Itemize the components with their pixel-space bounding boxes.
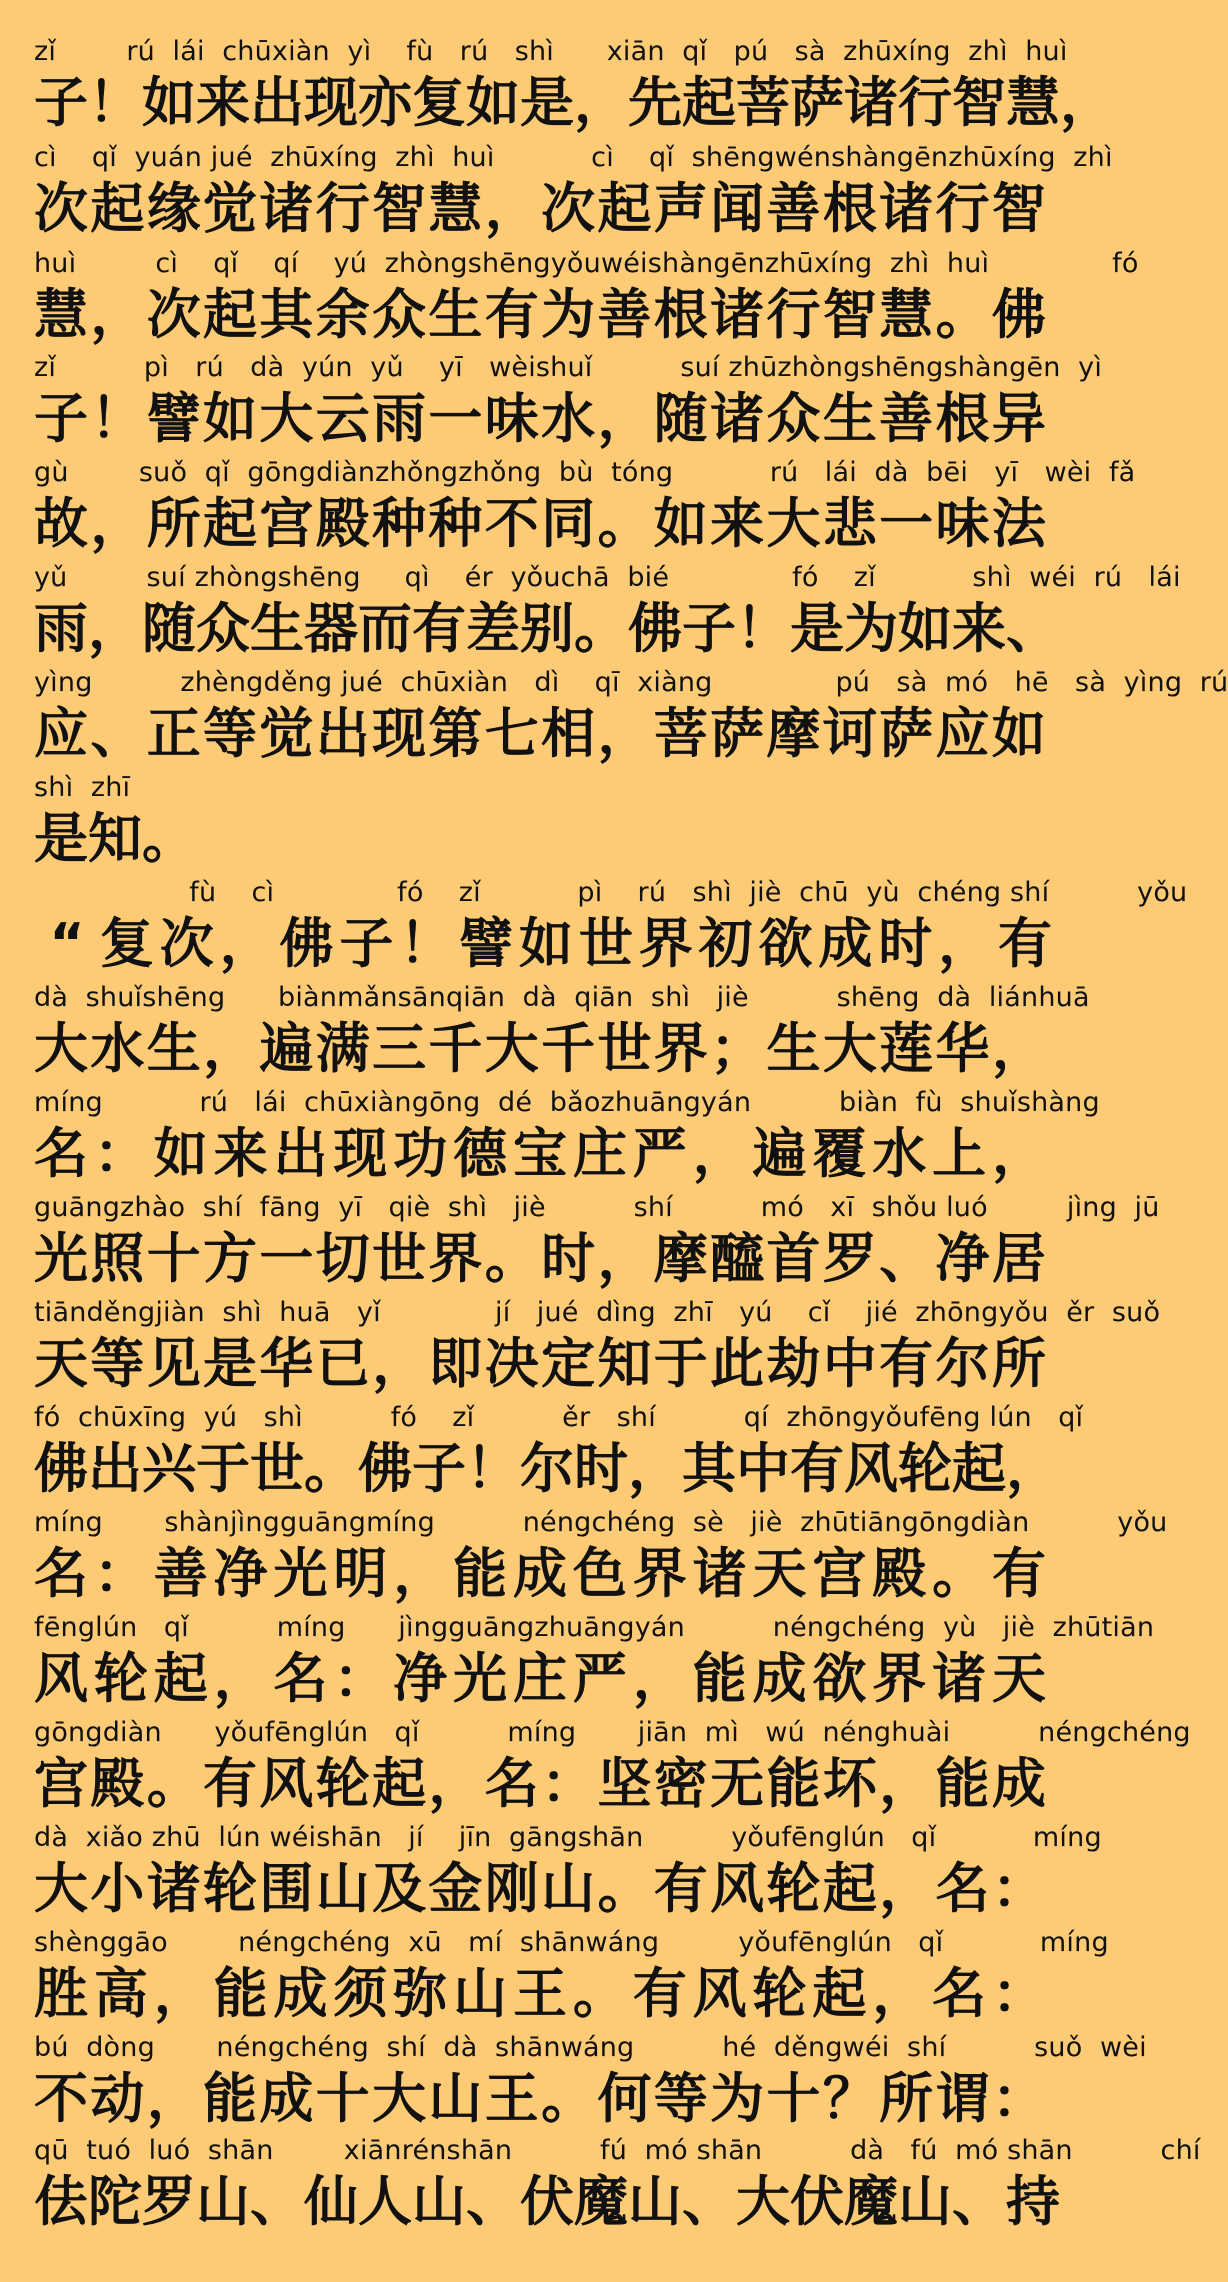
- chinese-text: 故 ， 所 起 宫 殿 种 种 不 同 。 如 来 大 悲 一 味 法: [34, 492, 1046, 555]
- text-line: [34, 1610, 1155, 1715]
- chinese-text: 佛 出 兴 于 世 。 佛 子 ！ 尔 时 ， 其 中 有 风 轮 起 ，: [34, 1437, 1060, 1500]
- text-line: [34, 140, 1113, 245]
- chinese-text: 天 等 见 是 华 已 ， 即 决 定 知 于 此 劫 中 有 尔 所: [34, 1332, 1046, 1395]
- pinyin-annotation: shì zhī: [34, 772, 131, 803]
- text-line: [34, 1505, 1168, 1610]
- pinyin-annotation: qū tuó luó shān xiānrénshān fú mó shān dà fú mó shān chí: [34, 2135, 1201, 2166]
- text-line: [34, 1715, 1191, 1820]
- chinese-text: 应 、 正 等 觉 出 现 第 七 相 ， 菩 萨 摩 诃 萨 应 如: [34, 702, 1046, 765]
- chinese-text: 风 轮 起 ， 名 ： 净 光 庄 严 ， 能 成 欲 界 诸 天: [34, 1647, 1046, 1710]
- text-line: [34, 1925, 1109, 2030]
- text-line: [34, 665, 1228, 770]
- pinyin-annotation: fēnglún qǐ míng jìngguāngzhuāngyán néngchéng yù jiè zhūtiān: [34, 1612, 1155, 1643]
- text-line: [34, 2030, 1147, 2135]
- chinese-text: 宫 殿 。 有 风 轮 起 ， 名 ： 坚 密 无 能 坏 ， 能 成: [34, 1752, 1046, 1815]
- pinyin-annotation: yìng zhèngděng jué chūxiàn dì qī xiàng pú sà mó hē sà yìng rú: [34, 667, 1228, 698]
- text-line: [34, 455, 1136, 560]
- text-line: [34, 246, 1139, 351]
- pinyin-annotation: gù suǒ qǐ gōngdiànzhǒngzhǒng bù tóng rú lái dà bēi yī wèi fǎ: [34, 457, 1136, 488]
- text-line: [34, 770, 1046, 875]
- pinyin-annotation: huì cì qǐ qí yú zhòngshēngyǒuwéishàngēnzhūxíng zhì huì fó: [34, 248, 1139, 279]
- chinese-text: “ 复 次 ， 佛 子 ！ 譬 如 世 界 初 欲 成 时 ， 有: [49, 912, 1052, 975]
- chinese-text: 大 水 生 ， 遍 满 三 千 大 千 世 界 ； 生 大 莲 华 ，: [34, 1017, 1046, 1080]
- chinese-text: 佉 陀 罗 山 、 仙 人 山 、 伏 魔 山 、 大 伏 魔 山 、 持: [34, 2170, 1060, 2233]
- pinyin-annotation: tiānděngjiàn shì huā yǐ jí jué dìng zhī yú cǐ jié zhōngyǒu ěr suǒ: [34, 1297, 1161, 1328]
- pinyin-annotation: zǐ pì rú dà yún yǔ yī wèishuǐ suí zhūzhòngshēngshàngēn yì: [34, 352, 1103, 383]
- text-line: [34, 34, 1114, 139]
- pinyin-annotation: gōngdiàn yǒufēnglún qǐ míng jiān mì wú nénghuài néngchéng: [34, 1717, 1191, 1748]
- text-line: [34, 2133, 1201, 2238]
- text-line: [40, 875, 1188, 980]
- chinese-text: 次 起 缘 觉 诸 行 智 慧 ， 次 起 声 闻 善 根 诸 行 智: [34, 177, 1046, 240]
- text-line: [34, 350, 1103, 455]
- pinyin-annotation: dà xiǎo zhū lún wéishān jí jīn gāngshān yǒufēnglún qǐ míng: [34, 1822, 1102, 1853]
- pinyin-annotation: cì qǐ yuán jué zhūxíng zhì huì cì qǐ shēngwénshàngēnzhūxíng zhì: [34, 142, 1113, 173]
- text-line: [34, 1820, 1102, 1925]
- chinese-text: 是 知 。: [34, 807, 196, 870]
- chinese-text: 子 ！ 如 来 出 现 亦 复 如 是 ， 先 起 菩 萨 诸 行 智 慧 ，: [34, 71, 1114, 134]
- chinese-text: 子 ！ 譬 如 大 云 雨 一 味 水 ， 随 诸 众 生 善 根 异: [34, 387, 1046, 450]
- chinese-text: 名 ： 善 净 光 明 ， 能 成 色 界 诸 天 宫 殿 。 有: [34, 1542, 1046, 1605]
- text-line: [34, 1295, 1161, 1400]
- text-line: [34, 980, 1090, 1085]
- chinese-text: 不 动 ， 能 成 十 大 山 王 。 何 等 为 十 ？ 所 谓 ：: [34, 2067, 1046, 2130]
- pinyin-annotation: guāngzhào shí fāng yī qiè shì jiè shí mó xī shǒu luó jìng jū: [34, 1192, 1160, 1223]
- text-line: [34, 1190, 1160, 1295]
- pinyin-annotation: shènggāo néngchéng xū mí shānwáng yǒufēnglún qǐ míng: [34, 1927, 1109, 1958]
- pinyin-annotation: míng shànjìngguāngmíng néngchéng sè jiè zhūtiāngōngdiàn yǒu: [34, 1507, 1168, 1538]
- pinyin-annotation: dà shuǐshēng biànmǎnsānqiān dà qiān shì jiè shēng dà liánhuā: [34, 982, 1090, 1013]
- text-line: [34, 1085, 1100, 1190]
- pinyin-annotation: fó chūxīng yú shì fó zǐ ěr shí qí zhōngyǒufēng lún qǐ: [34, 1402, 1084, 1433]
- pinyin-annotation: zǐ rú lái chūxiàn yì fù rú shì xiān qǐ pú sà zhūxíng zhì huì: [34, 36, 1068, 67]
- chinese-text: 光 照 十 方 一 切 世 界 。 时 ， 摩 醯 首 罗 、 净 居: [34, 1227, 1046, 1290]
- chinese-text: 胜 高 ， 能 成 须 弥 山 王 。 有 风 轮 起 ， 名 ：: [34, 1962, 1046, 2025]
- text-line: [34, 1400, 1084, 1505]
- chinese-text: 大 小 诸 轮 围 山 及 金 刚 山 。 有 风 轮 起 ， 名 ：: [34, 1857, 1046, 1920]
- pinyin-annotation: bú dòng néngchéng shí dà shānwáng hé děngwéi shí suǒ wèi: [34, 2032, 1147, 2063]
- pinyin-annotation: fù cì fó zǐ pì rú shì jiè chū yù chéng shí yǒu: [40, 877, 1188, 908]
- pinyin-annotation: yǔ suí zhòngshēng qì ér yǒuchā bié fó zǐ shì wéi rú lái: [34, 562, 1181, 593]
- pinyin-annotation: míng rú lái chūxiàngōng dé bǎozhuāngyán biàn fù shuǐshàng: [34, 1087, 1100, 1118]
- text-line: [34, 560, 1181, 665]
- chinese-text: 雨 ， 随 众 生 器 而 有 差 别 。 佛 子 ！ 是 为 如 来 、: [34, 597, 1060, 660]
- chinese-text: 名 ： 如 来 出 现 功 德 宝 庄 严 ， 遍 覆 水 上 ，: [34, 1122, 1046, 1185]
- chinese-text: 慧 ， 次 起 其 余 众 生 有 为 善 根 诸 行 智 慧 。 佛: [34, 283, 1046, 346]
